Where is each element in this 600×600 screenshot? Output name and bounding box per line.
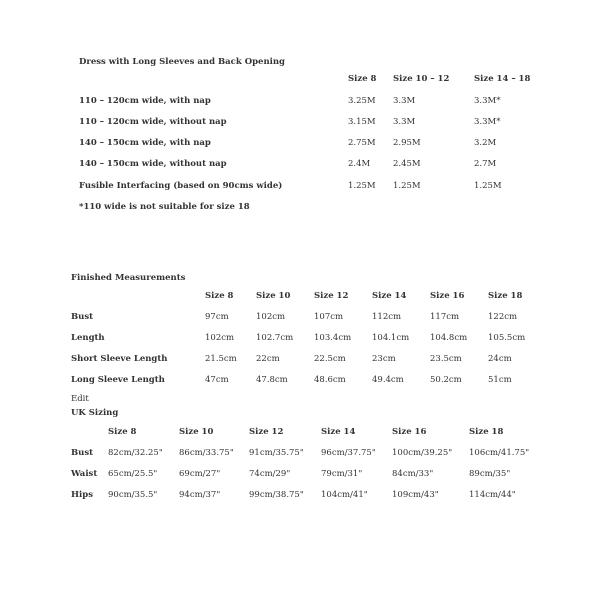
table3-cell: 65cm/25.5" [108, 469, 158, 479]
edit-link[interactable]: Edit [71, 394, 89, 404]
table2-row-label: Short Sleeve Length [71, 354, 168, 364]
table1-cell: 3.3M [393, 117, 416, 127]
table2-cell: 48.6cm [314, 375, 346, 385]
table3-cell: 89cm/35" [469, 469, 511, 479]
table2-cell: 102cm [256, 312, 286, 322]
table1-cell: 2.7M [474, 159, 497, 169]
table1-cell: 2.75M [348, 138, 376, 148]
table2-cell: 22.5cm [314, 354, 346, 364]
table1-footnote: *110 wide is not suitable for size 18 [79, 202, 250, 212]
table3-cell: 106cm/41.75" [469, 448, 530, 458]
table3-row-label: Hips [71, 490, 93, 500]
table3-cell: 84cm/33" [392, 469, 434, 479]
table1-cell: 1.25M [393, 181, 421, 191]
table2-cell: 47cm [205, 375, 229, 385]
table2-cell: 49.4cm [372, 375, 404, 385]
table3-cell: 74cm/29" [249, 469, 291, 479]
table3-header: Size 16 [392, 427, 427, 437]
table1-cell: 1.25M [474, 181, 502, 191]
table2-cell: 97cm [205, 312, 229, 322]
table3-header: Size 14 [321, 427, 356, 437]
table2-cell: 51cm [488, 375, 512, 385]
table2-cell: 50.2cm [430, 375, 462, 385]
table2-cell: 112cm [372, 312, 402, 322]
table3-cell: 82cm/32.25" [108, 448, 163, 458]
table1-row-label: Fusible Interfacing (based on 90cms wide) [79, 181, 283, 191]
table1-cell: 3.15M [348, 117, 376, 127]
table3-header: Size 10 [179, 427, 214, 437]
table1-title: Dress with Long Sleeves and Back Opening [79, 57, 285, 67]
table1-cell: 2.45M [393, 159, 421, 169]
table2-header: Size 8 [205, 291, 234, 301]
table3-row-label: Waist [71, 469, 98, 479]
table3-cell: 96cm/37.75" [321, 448, 376, 458]
table1-cell: 1.25M [348, 181, 376, 191]
table1-cell: 3.25M [348, 96, 376, 106]
table3-title: UK Sizing [71, 408, 119, 418]
table2-cell: 47.8cm [256, 375, 288, 385]
table3-cell: 114cm/44" [469, 490, 516, 500]
table2-cell: 103.4cm [314, 333, 352, 343]
table2-cell: 23.5cm [430, 354, 462, 364]
table3-header: Size 12 [249, 427, 284, 437]
table1-cell: 3.3M* [474, 117, 501, 127]
table3-cell: 86cm/33.75" [179, 448, 234, 458]
table2-cell: 104.8cm [430, 333, 468, 343]
table3-cell: 109cm/43" [392, 490, 439, 500]
table2-cell: 107cm [314, 312, 344, 322]
table3-cell: 91cm/35.75" [249, 448, 304, 458]
table2-row-label: Long Sleeve Length [71, 375, 165, 385]
table1-cell: 3.3M [393, 96, 416, 106]
table2-cell: 22cm [256, 354, 280, 364]
table1-cell: 3.3M* [474, 96, 501, 106]
table3-row-label: Bust [71, 448, 94, 458]
table2-header: Size 14 [372, 291, 407, 301]
table2-cell: 102.7cm [256, 333, 294, 343]
table2-cell: 105.5cm [488, 333, 526, 343]
table2-row-label: Bust [71, 312, 94, 322]
table1-cell: 2.95M [393, 138, 421, 148]
table3-header: Size 18 [469, 427, 504, 437]
table1-header-size-10-12: Size 10 – 12 [393, 74, 450, 84]
table3-cell: 90cm/35.5" [108, 490, 158, 500]
table1-row-label: 140 – 150cm wide, without nap [79, 159, 227, 169]
table1-header-size-8: Size 8 [348, 74, 377, 84]
table1-cell: 2.4M [348, 159, 371, 169]
table3-cell: 69cm/27" [179, 469, 221, 479]
table2-cell: 122cm [488, 312, 518, 322]
table1-header-size-14-18: Size 14 – 18 [474, 74, 531, 84]
table2-row-label: Length [71, 333, 105, 343]
table3-header: Size 8 [108, 427, 137, 437]
table2-header: Size 10 [256, 291, 291, 301]
table2-header: Size 18 [488, 291, 523, 301]
table3-cell: 99cm/38.75" [249, 490, 304, 500]
table2-header: Size 16 [430, 291, 465, 301]
table3-cell: 94cm/37" [179, 490, 221, 500]
table2-cell: 104.1cm [372, 333, 410, 343]
table2-cell: 21.5cm [205, 354, 237, 364]
table2-cell: 23cm [372, 354, 396, 364]
table1-row-label: 110 – 120cm wide, without nap [79, 117, 227, 127]
table2-cell: 117cm [430, 312, 460, 322]
table3-cell: 104cm/41" [321, 490, 368, 500]
table3-cell: 79cm/31" [321, 469, 363, 479]
table1-row-label: 140 – 150cm wide, with nap [79, 138, 211, 148]
table2-title: Finished Measurements [71, 273, 186, 283]
table1-cell: 3.2M [474, 138, 497, 148]
table2-cell: 102cm [205, 333, 235, 343]
table3-cell: 100cm/39.25" [392, 448, 453, 458]
table2-cell: 24cm [488, 354, 512, 364]
table1-row-label: 110 – 120cm wide, with nap [79, 96, 211, 106]
table2-header: Size 12 [314, 291, 349, 301]
